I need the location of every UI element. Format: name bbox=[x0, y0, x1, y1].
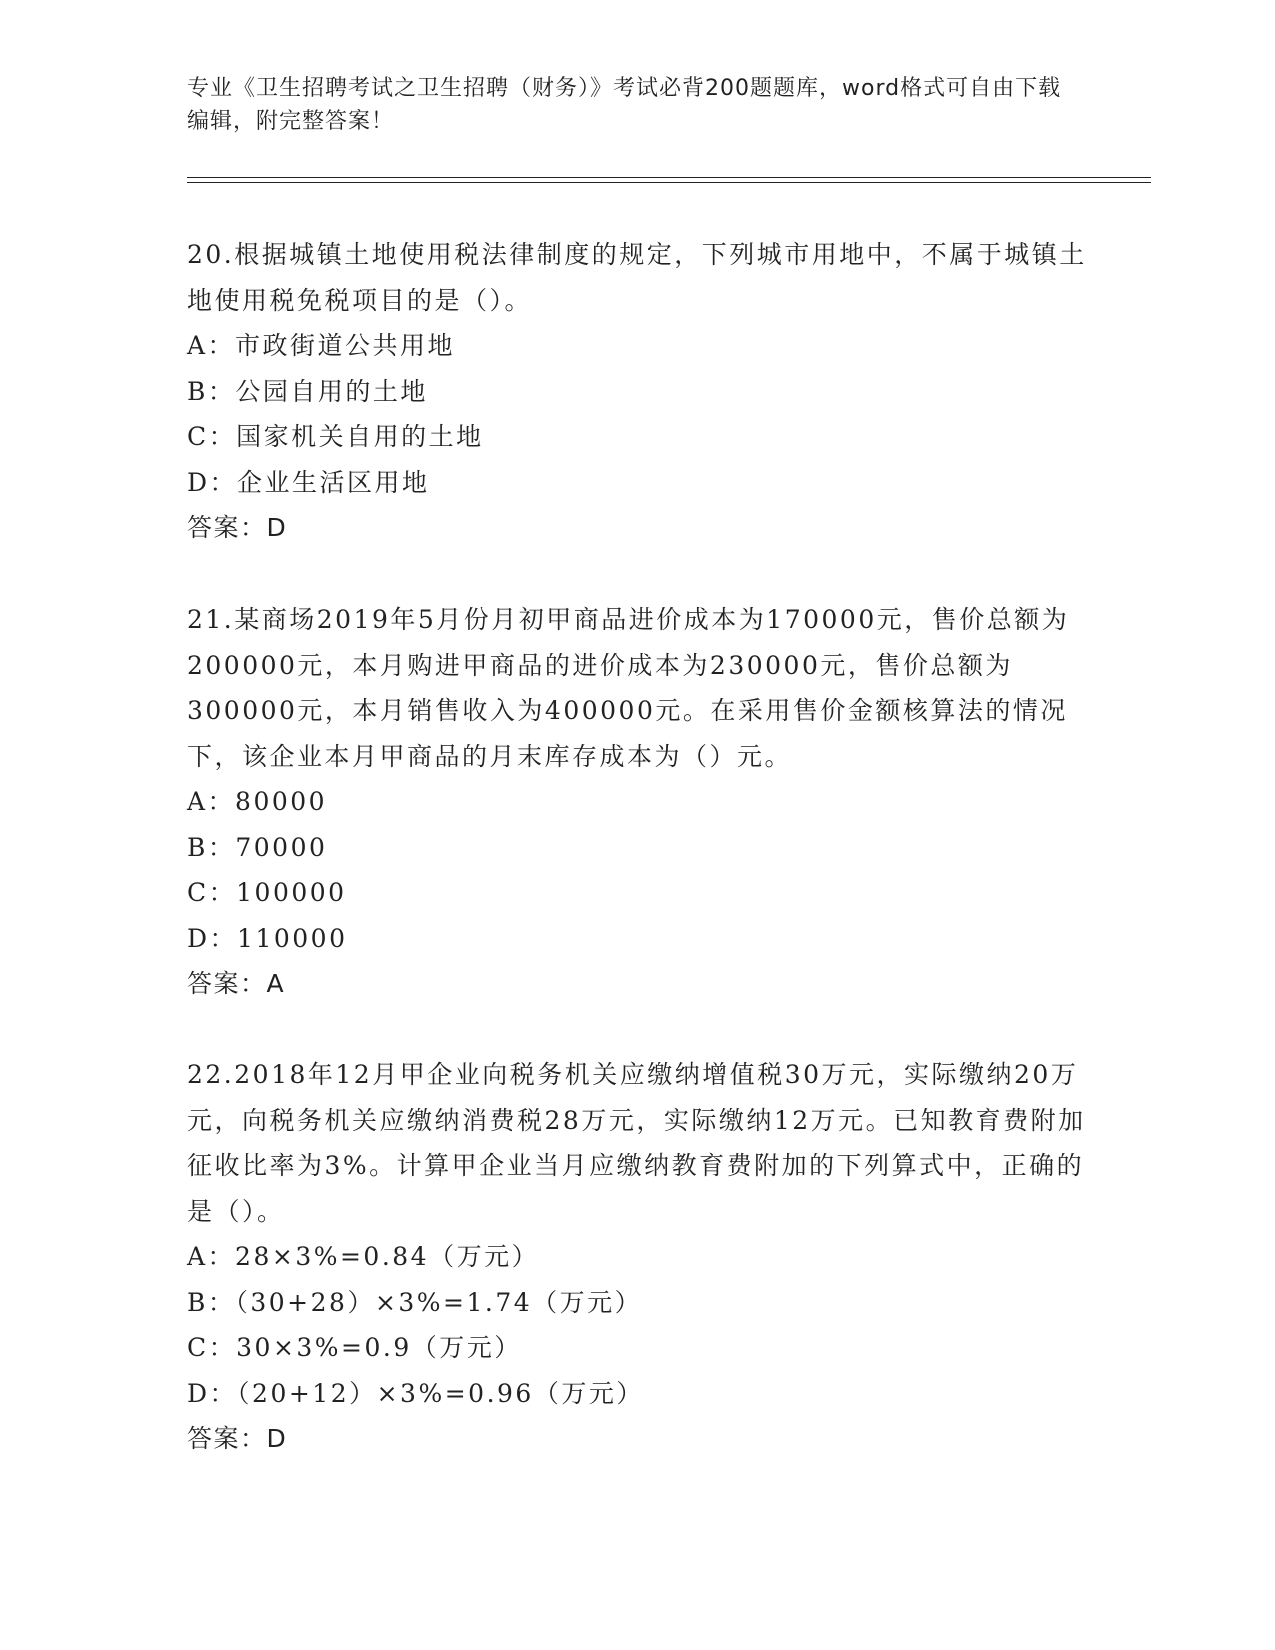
answer-value: D bbox=[266, 1424, 288, 1453]
option-d: D：企业生活区用地 bbox=[187, 467, 430, 497]
option-b: B：公园自用的土地 bbox=[187, 376, 428, 406]
option-a: A：市政街道公共用地 bbox=[187, 331, 456, 360]
answer-value: A bbox=[266, 969, 286, 998]
option-b: B：（30+28）×3%=1.74（万元） bbox=[187, 1287, 643, 1317]
option-c: C：国家机关自用的土地 bbox=[187, 422, 484, 451]
option-d: D：（20+12）×3%=0.96（万元） bbox=[187, 1378, 644, 1408]
option-a: A：80000 bbox=[187, 787, 328, 816]
answer-label: 答案： bbox=[187, 513, 267, 542]
header-divider-top bbox=[187, 177, 1151, 178]
answer-label: 答案： bbox=[187, 969, 267, 998]
option-a: A：28×3%=0.84（万元） bbox=[187, 1242, 540, 1271]
answer-value: D bbox=[266, 513, 288, 542]
answer-label: 答案： bbox=[187, 1424, 267, 1453]
question-21 bbox=[187, 597, 1087, 1007]
answer-line bbox=[187, 961, 1087, 1007]
question-stem: 20.根据城镇土地使用税法律制度的规定，下列城市用地中，不属于城镇土地使用税免税项目的是（）。 bbox=[187, 240, 1087, 315]
question-stem: 21.某商场2019年5月份月初甲商品进价成本为170000元，售价总额为200000元，本月购进甲商品的进价成本为230000元，售价总额为300000元，本月销售收入为400000元。在采用售价金额核算法的情况下，该企业本月甲商品的月末库存成本为（）元。 bbox=[187, 605, 1070, 771]
answer-line bbox=[187, 1416, 1087, 1462]
option-b: B：70000 bbox=[187, 832, 328, 862]
document-header: 专业《卫生招聘考试之卫生招聘（财务）》考试必背200题题库，word格式可自由下载编辑，附完整答案！ bbox=[187, 76, 1062, 134]
question-20 bbox=[187, 232, 1087, 551]
question-22 bbox=[187, 1052, 1087, 1462]
question-stem: 22.2018年12月甲企业向税务机关应缴纳增值税30万元，实际缴纳20万元，向税务机关应缴纳消费税28万元，实际缴纳12万元。已知教育费附加征收比率为3%。计算甲企业当月应缴纳教育费附加的下列算式中，正确的是（）。 bbox=[187, 1060, 1086, 1226]
option-c: C：30×3%=0.9（万元） bbox=[187, 1333, 522, 1362]
option-c: C：100000 bbox=[187, 878, 347, 907]
option-d: D：110000 bbox=[187, 923, 348, 953]
header-divider-bottom bbox=[187, 182, 1151, 183]
answer-line bbox=[187, 505, 1087, 551]
